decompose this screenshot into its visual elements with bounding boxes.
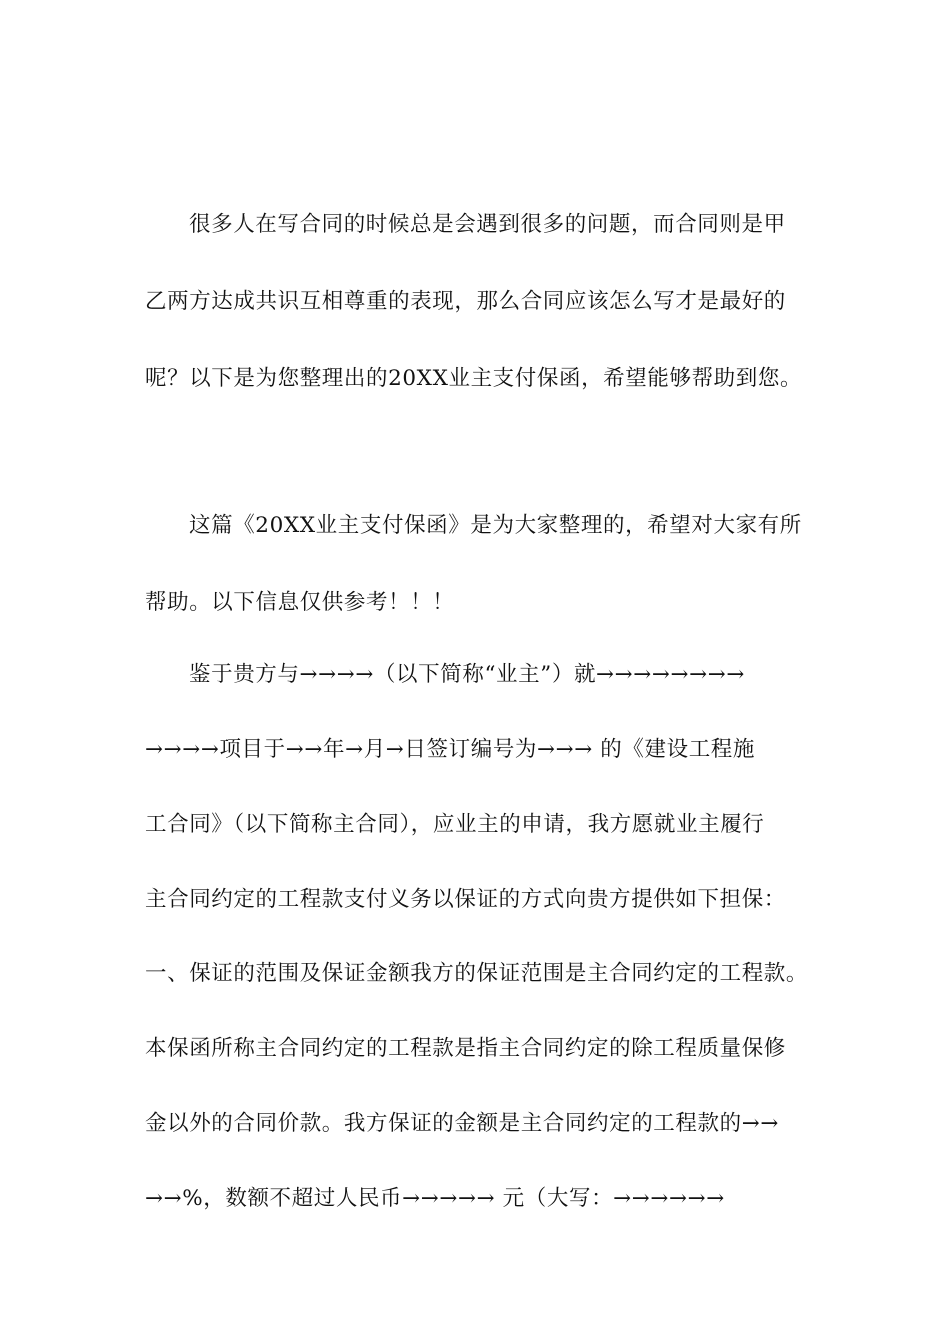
paragraph-3-line-3: 工合同》（以下简称主合同），应业主的申请，我方愿就业主履行 [145, 812, 765, 837]
paragraph-3-line-1: 鉴于贵方与→→→→（以下简称“业主”）就→→→→→→→→ [189, 662, 745, 687]
paragraph-1-line-1: 很多人在写合同的时候总是会遇到很多的问题，而合同则是甲 [189, 212, 786, 237]
paragraph-3-line-2: →→→→项目于→→年→月→日签订编号为→→→ 的《建设工程施 [145, 737, 755, 762]
paragraph-2-line-2: 帮助。以下信息仅供参考！！！ [145, 590, 455, 615]
paragraph-4-line-4: →→%，数额不超过人民币→→→→→ 元（大写：→→→→→→ [145, 1186, 725, 1211]
paragraph-4-line-2: 本保函所称主合同约定的工程款是指主合同约定的除工程质量保修 [145, 1036, 786, 1061]
paragraph-3-line-4: 主合同约定的工程款支付义务以保证的方式向贵方提供如下担保： [145, 887, 786, 912]
paragraph-4-line-1: 一、保证的范围及保证金额我方的保证范围是主合同约定的工程款。 [145, 961, 809, 986]
paragraph-2-line-1: 这篇《20XX业主支付保函》是为大家整理的，希望对大家有所 [189, 513, 802, 538]
paragraph-1-line-2: 乙两方达成共识互相尊重的表现，那么合同应该怎么写才是最好的 [145, 289, 786, 314]
paragraph-4-line-3: 金以外的合同价款。我方保证的金额是主合同约定的工程款的→→ [145, 1111, 779, 1136]
paragraph-1-line-3: 呢？以下是为您整理出的20XX业主支付保函，希望能够帮助到您。 [145, 366, 803, 391]
